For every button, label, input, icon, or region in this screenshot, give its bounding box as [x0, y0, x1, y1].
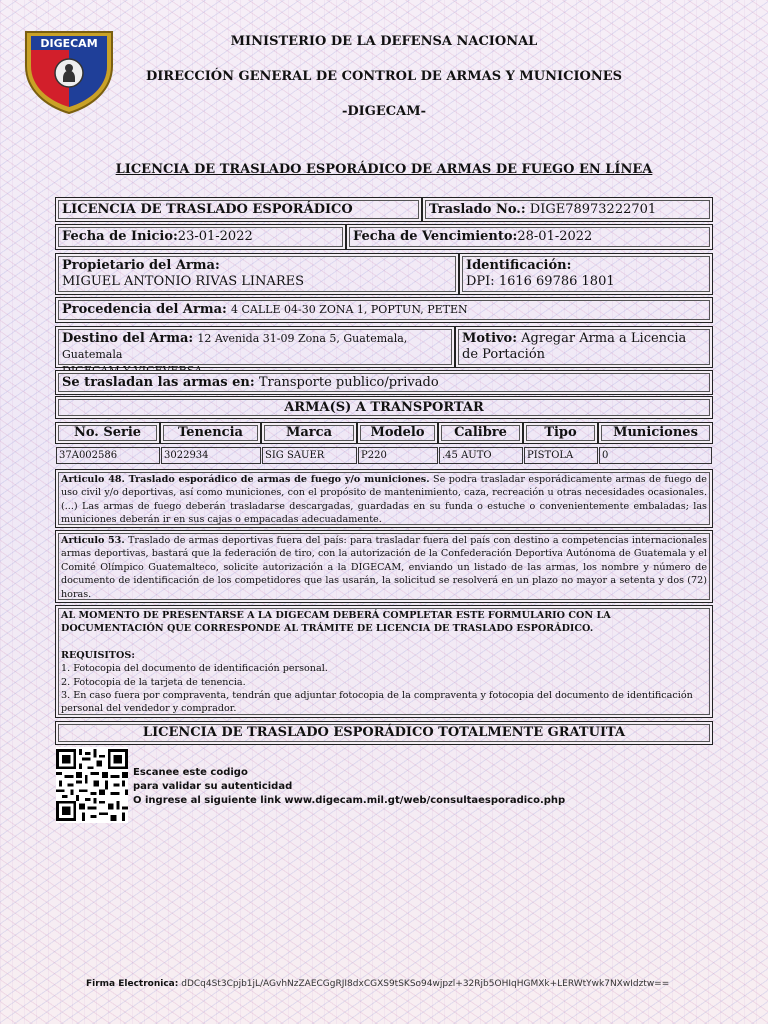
firma-electronica: [86, 979, 669, 989]
venc-label: Fecha de Vencimiento:: [353, 229, 518, 244]
articulo-53-text: Traslado de armas deportivas fuera del país: para trasladar fuera del país con destino a competencias internacionales armas deportivas, bastará que la federación de tiro, con la autorización de la Confederación Deportiva Autónoma de Guatemala y el Comité Olímpico Guatemalteco, solicite autorización a la DIGECAM, enviando un listado de las armas, los nombre y número de documento de identificación de los competidores que las usarán, la solicitud se resolverá en un plazo no mayor a setenta y dos (72) horas.: [61, 535, 707, 600]
fecha-vencimiento: 28-01-2022: [517, 229, 593, 244]
qr-link[interactable]: O ingrese al siguiente link www.digecam.mil.gt/web/consultaesporadico.php: [133, 795, 566, 806]
motivo-cell: [455, 326, 713, 368]
armas-heading: ARMA(S) A TRANSPORTAR: [55, 396, 713, 419]
trasladan-label: Se trasladan las armas en:: [62, 375, 255, 390]
motivo-value: Agregar Arma a Licencia de Portación: [462, 331, 687, 362]
cell-serie: 37A002586: [56, 447, 160, 464]
header-direccion: DIRECCIÓN GENERAL DE CONTROL DE ARMAS Y MUNICIONES: [145, 69, 623, 84]
col-tenencia: Tenencia: [160, 422, 261, 444]
procedencia-label: Procedencia del Arma:: [62, 302, 227, 317]
destino-value-2: DIGECAM Y VICEVERSA.: [62, 364, 206, 377]
inicio-label: Fecha de Inicio:: [62, 229, 178, 244]
requisito-item: 2. Fotocopia de la tarjeta de tenencia.: [61, 676, 246, 688]
destino-value: 12 Avenida 31-09 Zona 5, Guatemala, Guatemala: [62, 332, 408, 361]
col-no-serie: No. Serie: [55, 422, 160, 444]
propietario-cell: [55, 253, 459, 295]
identificacion-cell: [459, 253, 713, 295]
col-marca: Marca: [261, 422, 357, 444]
qr-code[interactable]: [56, 747, 128, 823]
destino-label: Destino del Arma:: [62, 331, 194, 346]
trasladan-value: Transporte publico/privado: [258, 375, 439, 390]
col-calibre: Calibre: [438, 422, 523, 444]
qr-line-1: Escanee este codigo: [133, 767, 248, 778]
col-tipo: Tipo: [523, 422, 598, 444]
fecha-vencimiento-cell: [346, 224, 713, 250]
col-municiones: Municiones: [598, 422, 713, 444]
trasladan-cell: [55, 370, 713, 395]
requisito-item: 1. Fotocopia del documento de identificación personal.: [61, 663, 328, 675]
traslado-no-cell: [422, 197, 713, 222]
qr-instructions: [133, 766, 565, 808]
licencia-tipo: LICENCIA DE TRASLADO ESPORÁDICO: [55, 197, 422, 222]
articulo-48-label: Articulo 48. Traslado esporádico de armas de fuego y/o municiones.: [61, 474, 430, 485]
motivo-label: Motivo:: [462, 331, 518, 346]
cell-municiones: 0: [599, 447, 712, 464]
requisitos-box: [55, 605, 713, 718]
articulo-53: [55, 530, 713, 603]
qr-line-2: para validar su autenticidad: [133, 781, 293, 792]
requisitos-intro: AL MOMENTO DE PRESENTARSE A LA DIGECAM DEBERÁ COMPLETAR ESTE FORMULARIO CON LA DOCUMENTACIÓN QUE CORRESPONDE AL TRÁMITE DE LICENCIA DE TRASLADO ESPORÁDICO.: [61, 610, 611, 635]
articulo-48: [55, 469, 713, 528]
document-title: LICENCIA DE TRASLADO ESPORÁDICO DE ARMAS DE FUEGO EN LÍNEA: [115, 162, 653, 177]
requisito-item: 3. En caso fuera por compraventa, tendrán que adjuntar fotocopia de la compraventa y fotocopia del documento de identificación personal del vendedor y comprador.: [61, 690, 693, 715]
gratuita-banner: LICENCIA DE TRASLADO ESPORÁDICO TOTALMENTE GRATUITA: [55, 721, 713, 745]
destino-cell: [55, 326, 455, 377]
firma-label: Firma Electronica:: [86, 979, 179, 989]
procedencia-value: 4 CALLE 04-30 ZONA 1, POPTUN, PETEN: [230, 303, 468, 316]
identificacion-dpi: DPI: 1616 69786 1801: [466, 274, 615, 289]
articulo-53-label: Articulo 53.: [61, 535, 125, 546]
logo-text: DIGECAM: [40, 37, 98, 50]
header-digecam: -DIGECAM-: [342, 104, 426, 119]
fecha-inicio: 23-01-2022: [177, 229, 253, 244]
cell-tipo: PISTOLA: [524, 447, 598, 464]
traslado-no: DIGE78973222701: [529, 202, 657, 217]
requisitos-heading: REQUISITOS:: [61, 649, 135, 661]
articulo-48-text: Se podra trasladar esporádicamente armas de fuego de uso civil y/o deportivas, así como municiones, con el propósito de mantenimiento, caza, recreación u otras necesidades ocasionales. (...) Las armas de fuego deberán trasladarse descargadas, guardadas en su funda o estuche o convenientemente embaladas; las municiones deberán ir en sus cajas o empacadas adecuadamente.: [61, 474, 707, 526]
firma-value: dDCq4St3Cpjb1jL/AGvhNzZAECGgRJI8dxCGXS9tSKSo94wjpzl+32Rjb5OHIqHGMXk+LERWtYwk7NXwIdztw==: [181, 979, 670, 989]
propietario-label: Propietario del Arma:: [62, 258, 220, 273]
fecha-inicio-cell: [55, 224, 346, 250]
cell-modelo: P220: [358, 447, 438, 464]
procedencia-cell: [55, 297, 713, 323]
traslado-label: Traslado No.:: [429, 202, 526, 217]
col-modelo: Modelo: [357, 422, 438, 444]
header-ministerio: MINISTERIO DE LA DEFENSA NACIONAL: [230, 34, 538, 49]
cell-tenencia: 3022934: [161, 447, 261, 464]
propietario-nombre: MIGUEL ANTONIO RIVAS LINARES: [62, 274, 305, 289]
cell-calibre: .45 AUTO: [439, 447, 523, 464]
ident-label: Identificación:: [466, 258, 572, 273]
cell-marca: SIG SAUER: [262, 447, 357, 464]
